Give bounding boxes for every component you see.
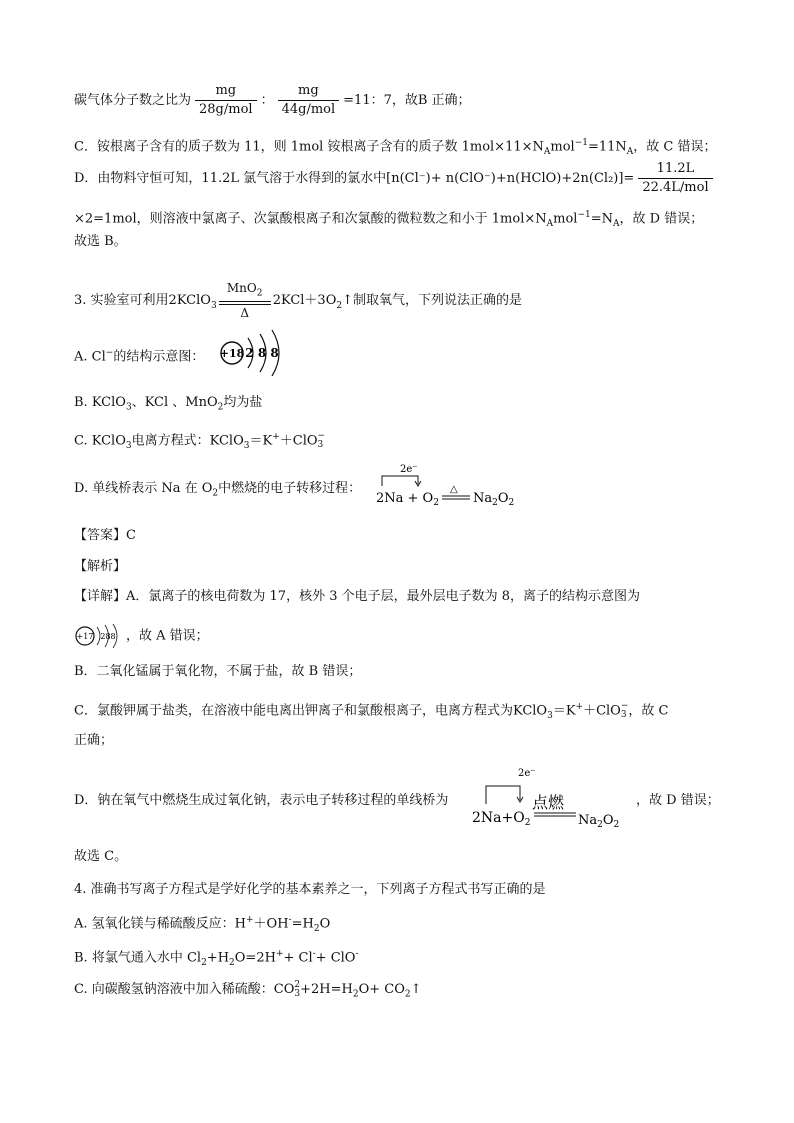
text: 故选 B。 bbox=[74, 234, 127, 249]
sub: A bbox=[626, 146, 634, 157]
text: ： bbox=[260, 93, 274, 108]
sub: 3 bbox=[620, 709, 627, 720]
sub: 2 bbox=[201, 957, 207, 968]
q4-option-b bbox=[74, 944, 359, 973]
sub: 3 bbox=[294, 988, 301, 999]
fraction-denominator: 44g/mol bbox=[281, 102, 336, 117]
sub: A bbox=[613, 218, 620, 229]
sup: − bbox=[105, 348, 114, 358]
line-option-c-explain bbox=[74, 133, 717, 162]
fraction-numerator: mg bbox=[278, 82, 340, 101]
sub: 3 bbox=[547, 710, 553, 721]
text: B．二氧化锰属于氧化物，不属于盐，故 B 错误； bbox=[74, 664, 362, 679]
text: B. 将氯气通入水中 Cl bbox=[74, 950, 202, 966]
text: 电离方程式： bbox=[131, 433, 210, 449]
condition-text: 点燃 bbox=[532, 793, 565, 812]
text: +2H bbox=[300, 982, 331, 997]
sub: 3 bbox=[125, 402, 132, 413]
line-choose-b bbox=[74, 232, 127, 252]
detail-b bbox=[74, 662, 361, 682]
q4-option-c bbox=[74, 980, 422, 1005]
text: ＝K bbox=[552, 703, 576, 719]
sup: + bbox=[575, 702, 584, 712]
condition-symbol: △ bbox=[450, 484, 458, 495]
text: + ClO bbox=[315, 950, 356, 966]
text: 4. 准确书写离子方程式是学好化学的基本素养之一，下列离子方程式书写正确的是 bbox=[74, 882, 546, 897]
text: O+ CO bbox=[358, 982, 405, 997]
atom-diagram-cl-18 bbox=[218, 326, 288, 376]
line-option-d-explain bbox=[74, 160, 717, 197]
text: C. 向碳酸氢钠溶液中加入稀硫酸：CO bbox=[74, 982, 295, 997]
sub: 3 bbox=[210, 300, 217, 311]
text: 制取氧气，下列说法正确的是 bbox=[353, 293, 523, 309]
reactants: $2Na+O_2$ bbox=[472, 810, 531, 828]
nucleus-label: +18 bbox=[219, 347, 245, 360]
atom-diagram-cl-17 bbox=[74, 623, 126, 649]
text: =11：7，故B 正确； bbox=[343, 93, 471, 108]
text: C．铵根离子含有的质子数为 11，则 1mol 铵根离子含有的质子数 1mol×11×N bbox=[74, 139, 544, 155]
sup: −1 bbox=[577, 210, 591, 220]
reactants: $2Na + O_2$ bbox=[376, 491, 439, 508]
sup: - bbox=[288, 915, 292, 925]
answer-label: 【答案】C bbox=[74, 528, 136, 543]
text: C. KClO bbox=[74, 433, 126, 449]
answer-line bbox=[74, 526, 136, 546]
equation-right: 2KCl＋3O bbox=[272, 293, 337, 309]
fraction-3 bbox=[638, 160, 712, 197]
text: O=2H bbox=[234, 950, 276, 966]
text: 故选 C。 bbox=[74, 849, 128, 864]
line-choose-c bbox=[74, 847, 127, 867]
single-bridge-diagram-2 bbox=[470, 764, 630, 830]
text: C．氯酸钾属于盐类，在溶液中能电离出钾离子和氯酸根离子，电离方程式为 bbox=[74, 703, 513, 719]
detail-d bbox=[74, 791, 448, 811]
sup: - bbox=[355, 949, 359, 959]
detail-d-end bbox=[636, 791, 720, 811]
catalyst: MnO bbox=[226, 281, 257, 295]
sup: − bbox=[620, 700, 629, 711]
text: =H bbox=[330, 982, 353, 997]
detail-a bbox=[74, 587, 640, 607]
text: D. 单线桥表示 Na 在 O bbox=[74, 481, 213, 496]
fraction-denominator: 22.4L/mol bbox=[642, 180, 709, 195]
text: ，故 A 错误； bbox=[126, 628, 209, 644]
text: O bbox=[319, 916, 331, 932]
text: ＋ClO bbox=[279, 433, 318, 449]
fraction-2 bbox=[278, 82, 340, 119]
sub: 3 bbox=[125, 440, 132, 451]
fraction-1 bbox=[195, 82, 257, 119]
sub: 2 bbox=[336, 300, 343, 311]
option-b bbox=[74, 393, 262, 418]
question-3 bbox=[74, 280, 522, 321]
text: 正确； bbox=[74, 733, 114, 748]
text: + Cl bbox=[283, 950, 313, 966]
detail-a-2 bbox=[74, 623, 209, 649]
reaction-condition bbox=[219, 280, 271, 321]
text: ，故 C 错误； bbox=[633, 139, 717, 155]
sub: 3 bbox=[317, 439, 324, 450]
fraction-numerator: 11.2L bbox=[638, 160, 712, 179]
equation-left: 2KClO bbox=[168, 293, 211, 309]
text: 碳气体分子数之比为 bbox=[74, 93, 192, 108]
text: 、KCl 、MnO bbox=[131, 395, 218, 410]
q4-option-a bbox=[74, 910, 330, 939]
text: 中燃烧的电子转移过程： bbox=[218, 481, 362, 496]
text: =N bbox=[590, 211, 613, 227]
detail-c bbox=[74, 697, 668, 726]
text: ＝K bbox=[249, 433, 273, 449]
text: B. KClO bbox=[74, 395, 126, 410]
sup: - bbox=[312, 949, 316, 959]
text: 均为盐 bbox=[223, 395, 263, 410]
sup: + bbox=[275, 949, 284, 959]
text: mol bbox=[553, 211, 578, 227]
analysis-line bbox=[74, 557, 126, 577]
nucleus-label: +17 bbox=[76, 632, 94, 641]
text: 【详解】A．氯离子的核电荷数为 17，核外 3 个电子层，最外层电子数为 8，离子的结构示意图为 bbox=[74, 589, 641, 604]
sub: 2 bbox=[256, 288, 263, 299]
text: =11N bbox=[587, 139, 627, 155]
sub: 2 bbox=[229, 957, 235, 968]
sup: 2 bbox=[294, 979, 301, 990]
text: ↑ bbox=[410, 982, 422, 997]
sub: 2 bbox=[212, 488, 219, 499]
text: A. 氢氧化镁与稀硫酸反应：H bbox=[74, 916, 246, 932]
option-c bbox=[74, 427, 325, 456]
analysis-label: 【解析】 bbox=[74, 559, 127, 574]
sup: + bbox=[272, 432, 280, 442]
sub: 2 bbox=[313, 923, 320, 934]
line-ratio bbox=[74, 82, 471, 119]
text: A. Cl bbox=[74, 349, 106, 365]
option-d bbox=[74, 479, 361, 504]
option-a bbox=[74, 343, 204, 367]
fraction-numerator: mg bbox=[195, 82, 257, 101]
text: 3. 实验室可利用 bbox=[74, 293, 169, 309]
text: ×2=1mol，则溶液中氯离子、次氯酸根离子和次氯酸的微粒数之和小于 1mol×N bbox=[74, 211, 547, 227]
product: $Na_2O_2$ bbox=[473, 491, 515, 508]
sub: 2 bbox=[217, 402, 224, 413]
product: $Na_2O_2$ bbox=[578, 813, 620, 830]
text: ，故 D 错误； bbox=[619, 211, 704, 227]
shell-electrons: 2 8 8 bbox=[245, 346, 279, 360]
sub: 3 bbox=[243, 440, 250, 451]
question-4 bbox=[74, 880, 546, 900]
text: ＋OH bbox=[253, 916, 289, 932]
text: ＋ClO bbox=[583, 703, 621, 719]
sub: 2 bbox=[404, 989, 411, 1000]
text: D．由物料守恒可知，11.2L 氯气溶于水得到的氯水中[n(Cl⁻)+ n(ClO⁻)+n(HClO)+2n(Cl₂)]= bbox=[74, 171, 635, 186]
text: mol bbox=[550, 139, 575, 155]
sup: −1 bbox=[574, 138, 588, 148]
text: +H bbox=[206, 950, 230, 966]
line-option-d-explain-2 bbox=[74, 205, 703, 234]
text: ，故 C bbox=[628, 703, 669, 719]
electron-label: 2e⁻ bbox=[400, 464, 418, 475]
equation: KClO bbox=[512, 703, 548, 719]
detail-c-2 bbox=[74, 731, 113, 751]
shell-electrons: 288 bbox=[100, 632, 116, 641]
text: 的结构示意图： bbox=[113, 349, 205, 365]
sub: A bbox=[543, 146, 551, 157]
heat-symbol: Δ bbox=[240, 306, 250, 321]
gas-arrow: ↑ bbox=[342, 293, 353, 309]
fraction-denominator: 28g/mol bbox=[199, 102, 253, 117]
text: =H bbox=[291, 916, 314, 932]
sub: 2 bbox=[352, 989, 359, 1000]
single-bridge-diagram-1 bbox=[372, 462, 522, 510]
text: ，故 D 错误； bbox=[636, 793, 720, 808]
sup: − bbox=[317, 430, 326, 441]
text: D．钠在氧气中燃烧生成过氧化钠，表示电子转移过程的单线桥为 bbox=[74, 793, 449, 808]
equation: KClO bbox=[209, 433, 244, 449]
sup: + bbox=[246, 915, 254, 925]
electron-label: 2e⁻ bbox=[518, 768, 536, 779]
sub: A bbox=[546, 218, 554, 229]
